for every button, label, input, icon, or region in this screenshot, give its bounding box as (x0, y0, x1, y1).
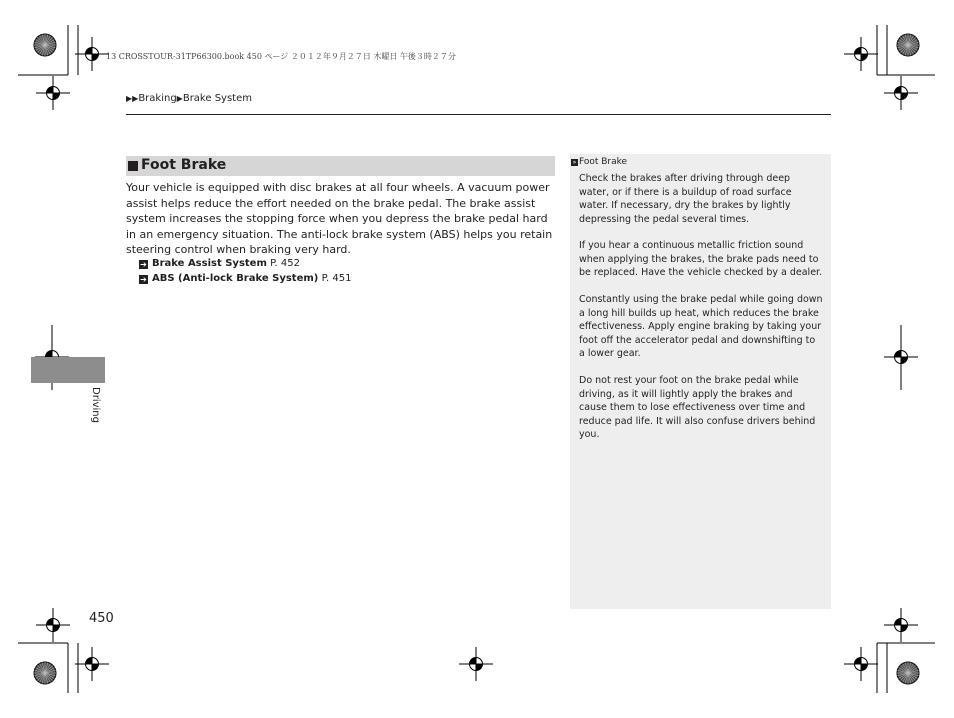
reference-title: ABS (Anti-lock Brake System) (152, 273, 319, 284)
header-rule (126, 114, 831, 115)
breadcrumb-item-braking: Braking (138, 93, 177, 104)
color-bar-mark (34, 34, 56, 56)
section-body: Your vehicle is equipped with disc brakes at all four wheels. A vacuum power assist helps reduce the effort needed on the brake pedal. The brake assist system increases the stopping force when you depress the brake pedal hard in an emergency situation. The anti-lock brake system (ABS) helps you retain steering control when braking very hard. (126, 181, 553, 257)
registration-mark (75, 37, 109, 71)
color-bar-mark (897, 662, 919, 684)
chapter-side-tab (31, 357, 105, 383)
sidebar-note-heading (571, 157, 627, 167)
color-bar-mark (897, 34, 919, 56)
section-square-icon (128, 161, 138, 171)
registration-mark (844, 647, 878, 681)
breadcrumb-arrow-icon: ▶▶ (126, 94, 139, 103)
sidebar-note-paragraph: Do not rest your foot on the brake pedal while driving, as it will lightly apply the brakes and cause them to lose effectiveness over time and reduce pad life. It will also confuse drivers behind you. (579, 375, 816, 440)
breadcrumb-arrow-icon: ▶ (176, 94, 183, 103)
breadcrumb (126, 93, 252, 104)
registration-mark (36, 76, 70, 110)
registration-mark (884, 76, 918, 110)
color-bar-mark (34, 662, 56, 684)
sidebar-note-paragraph: Check the brakes after driving through deep water, or if there is a buildup of road surface water. If necessary, dry the brakes by lightly depressing the pedal several times. (579, 173, 792, 225)
registration-mark (844, 37, 878, 71)
reference-page: P. 452 (270, 258, 300, 269)
sidebar-note-title: Foot Brake (579, 157, 628, 167)
reference-arrow-icon: ➔ (140, 275, 147, 284)
registration-mark (459, 647, 493, 681)
reference-arrow-icon: ➔ (140, 260, 147, 269)
chapter-side-tab-label: Driving (90, 387, 101, 423)
breadcrumb-item-brake-system: Brake System (182, 93, 252, 104)
reference-title: Brake Assist System (152, 258, 267, 269)
registration-mark (884, 608, 918, 642)
note-marker-icon: » (572, 159, 577, 166)
cross-reference-abs[interactable] (139, 273, 351, 284)
sidebar-note-paragraph: Constantly using the brake pedal while going down a long hill builds up heat, which reduces the brake effectiveness. Apply engine braking by taking your foot off the accelerator pedal and downshifting to a lower gear. (579, 294, 823, 359)
print-header: 13 CROSSTOUR-31TP66300.book 450 ページ ２０１２年９月２７日 木曜日 午後３時２７分 (106, 52, 456, 61)
registration-mark (36, 608, 70, 642)
sidebar-note-paragraph: If you hear a continuous metallic friction sound when applying the brakes, the brake pads need to be replaced. Have the vehicle checked by a dealer. (579, 240, 823, 278)
registration-mark (75, 647, 109, 681)
page-number: 450 (89, 611, 114, 626)
section-heading-bar (126, 156, 555, 176)
cross-reference-brake-assist[interactable] (139, 258, 300, 269)
sidebar-note-panel (570, 154, 831, 609)
reference-page: P. 451 (321, 273, 352, 284)
section-title: Foot Brake (141, 157, 227, 173)
